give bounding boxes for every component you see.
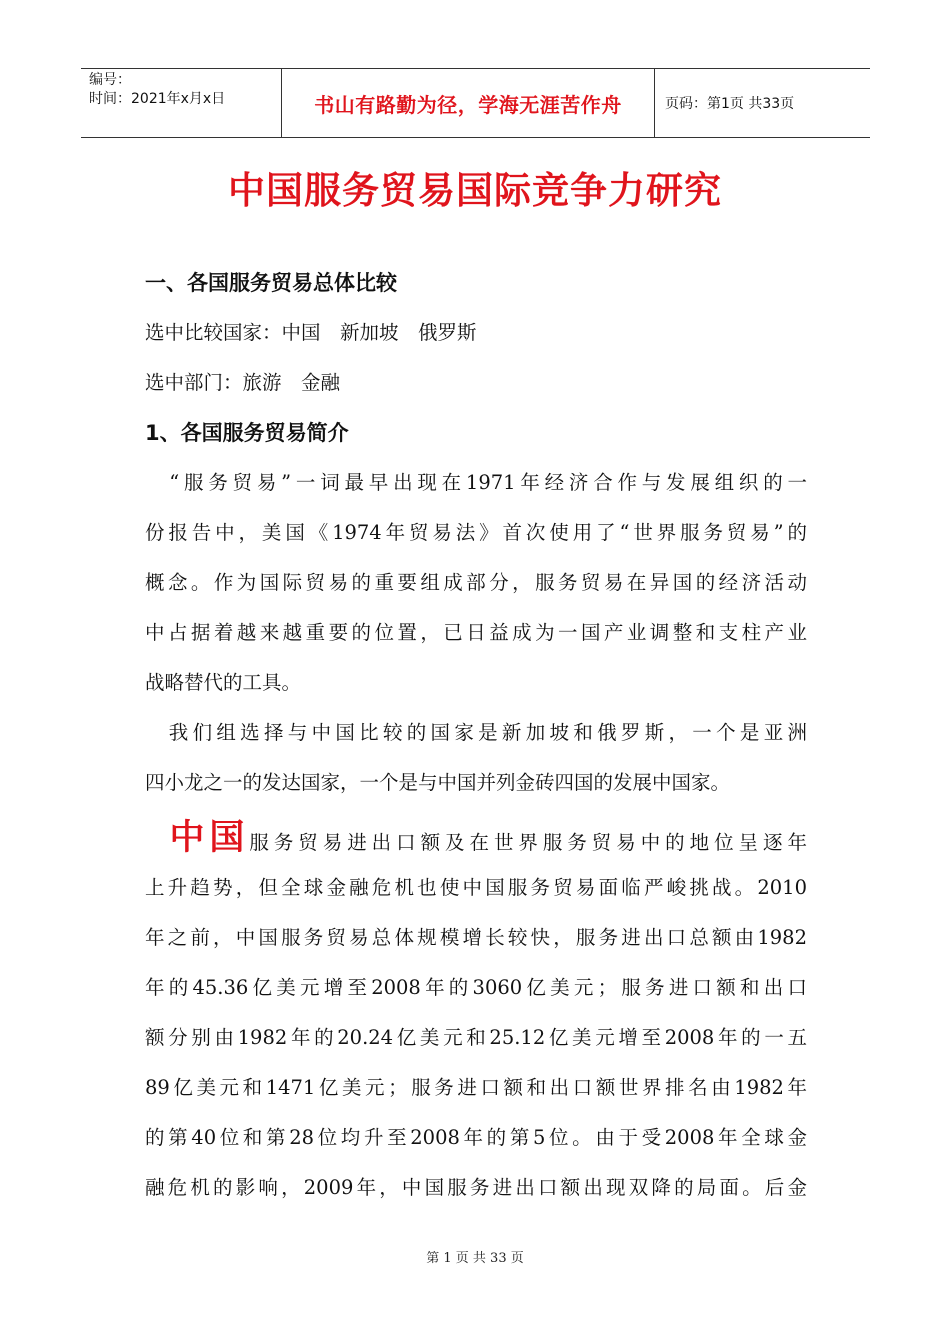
page-footer: 第 1 页 共 33 页 [426,1251,524,1266]
header-motto: 书山有路勤为径，学海无涯苦作舟 [282,69,655,137]
document-header [81,68,870,138]
doc-date-label: 时间：2021年x月x日 [89,91,226,107]
text-line: 我们组选择与中国比较的国家是新加坡和俄罗斯，一个是亚洲 [145,721,807,744]
paragraph-intro [145,458,807,708]
text-line: 额分别由1982年的20.24亿美元和25.12亿美元增至2008年的一五 [145,1026,807,1049]
header-page-info: 页码：第1页 共33页 [665,96,795,112]
paragraph-countries [145,708,807,808]
text-line: 89亿美元和1471亿美元；服务进口额和出口额世界排名由1982年 [145,1076,807,1099]
text-line: 年的45.36亿美元增至2008年的3060亿美元；服务进口额和出口 [145,976,807,999]
text-fragment: 服务贸易进出口额及在世界服务贸易中的地位呈逐年 [249,831,807,854]
text-line: 四小龙之一的发达国家，一个是与中国并列金砖四国的发展中国家。 [145,771,731,794]
text-line: 的第40位和第28位均升至2008年的第5位。由于受2008年全球金 [145,1126,807,1149]
document-body [145,258,807,1213]
text-line: 概念。作为国际贸易的重要组成部分，服务贸易在异国的经济活动 [145,571,807,594]
text-line: 份报告中，美国《1974年贸易法》首次使用了“世界服务贸易”的 [145,521,807,544]
text-line: 年之前，中国服务贸易总体规模增长较快，服务进出口总额由1982 [145,926,807,949]
document-title: 中国服务贸易国际竞争力研究 [228,169,722,212]
text-line: 战略替代的工具。 [145,671,302,694]
text-line: “服务贸易”一词最早出现在1971年经济合作与发展组织的一 [145,471,807,494]
text-line: 上升趋势，但全球金融危机也使中国服务贸易面临严峻挑战。2010 [145,876,807,899]
section-heading: 一、各国服务贸易总体比较 [145,271,397,295]
text-line-first [145,813,807,863]
emphasis-china: 中国 [169,818,250,858]
doc-number-label: 编号： [89,72,131,88]
subsection-heading: 1、各国服务贸易简介 [145,421,349,445]
selected-sectors: 选中部门：旅游 金融 [145,371,341,394]
paragraph-china [145,813,807,1213]
header-meta-cell [81,69,282,137]
text-line: 融危机的影响，2009年，中国服务进出口额出现双降的局面。后金 [145,1176,807,1199]
selected-countries: 选中比较国家：中国 新加坡 俄罗斯 [145,321,477,344]
text-line: 中占据着越来越重要的位置，已日益成为一国产业调整和支柱产业 [145,621,807,644]
